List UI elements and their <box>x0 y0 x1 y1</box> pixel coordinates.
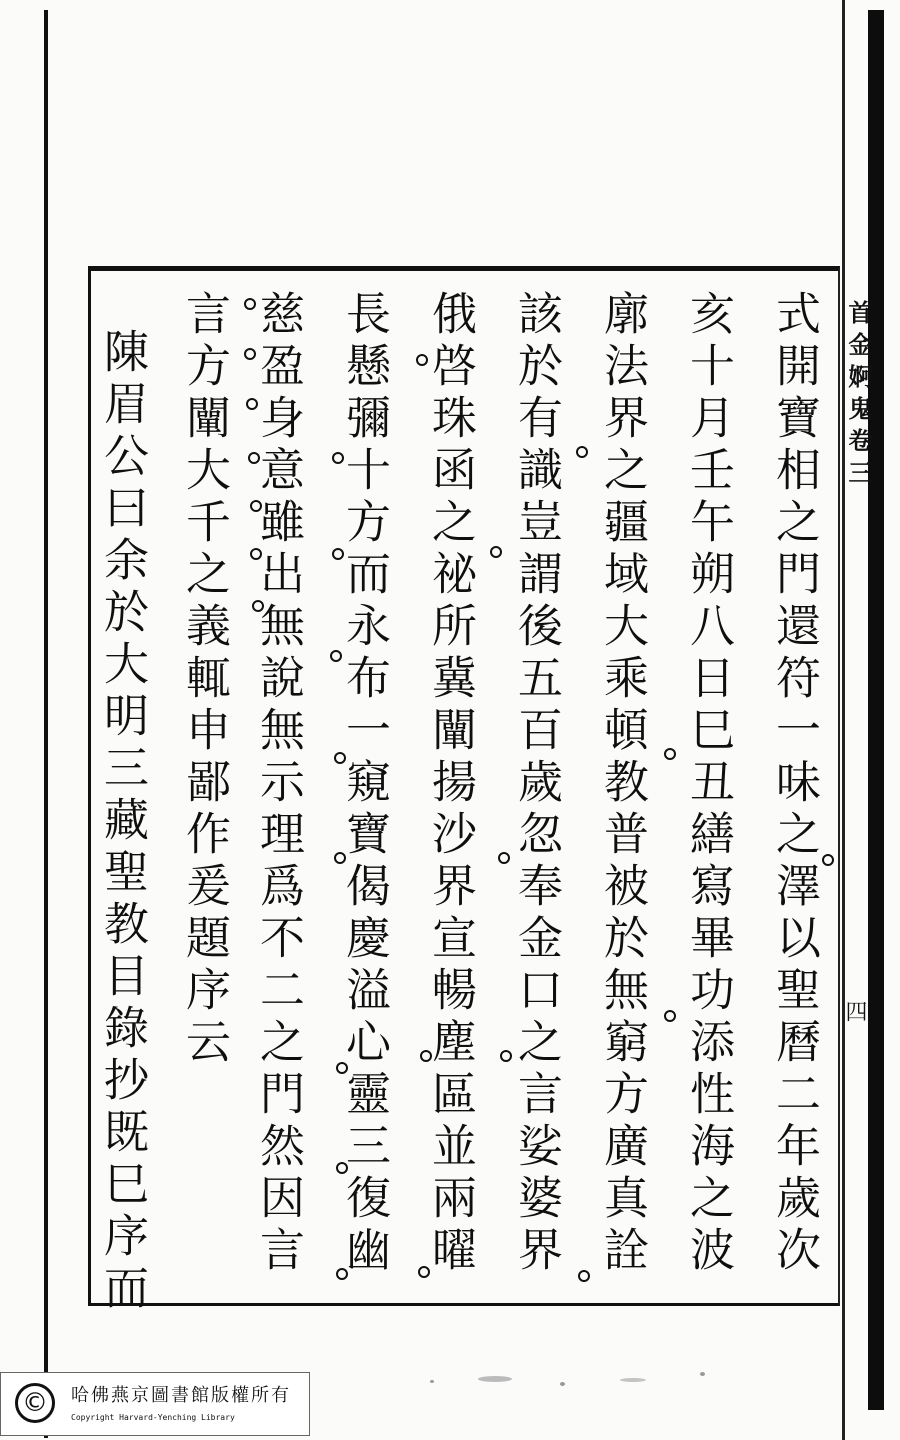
punctuation-mark <box>420 1050 432 1062</box>
ink-speck <box>478 1376 512 1382</box>
spine-book-title: 首金婀鬼 <box>844 300 873 428</box>
fold-line <box>842 0 845 1440</box>
punctuation-mark <box>490 546 502 558</box>
punctuation-mark <box>250 548 262 560</box>
text-column-8: 言方闡大千之義輒申鄙作爰題序云 <box>178 290 231 1070</box>
text-column-1: 式開寶相之門還符一味之澤以聖曆二年歲次 <box>768 290 821 1278</box>
punctuation-mark <box>250 500 262 512</box>
text-column-9: 陳眉公曰余於大明三藏聖教目錄抄既巳序而 <box>96 328 149 1316</box>
text-column-7: 慈盈身意雖出無說無示理爲不二之門然因言 <box>252 290 305 1278</box>
punctuation-mark <box>244 298 256 310</box>
ink-speck <box>620 1378 646 1382</box>
punctuation-mark <box>246 398 258 410</box>
ink-speck <box>700 1372 705 1376</box>
text-column-4: 該於有識豈謂後五百歲忽奉金口之言娑婆界 <box>510 290 563 1278</box>
punctuation-mark <box>336 1162 348 1174</box>
punctuation-mark <box>252 600 264 612</box>
text-column-2: 亥十月壬午朔八日巳丑繕寫畢功添性海之波 <box>682 290 735 1278</box>
punctuation-mark <box>664 1010 676 1022</box>
copyright-english-text: Copyright Harvard-Yenching Library <box>71 1413 235 1422</box>
spine-title <box>844 300 873 492</box>
text-column-6: 長懸彌十方而永布一窺寶偈慶溢心靈三復幽 <box>338 290 391 1278</box>
spine-page-number: 四 <box>842 1000 867 1022</box>
punctuation-mark <box>248 452 260 464</box>
left-margin-rule <box>44 10 48 1438</box>
punctuation-mark <box>416 354 428 366</box>
punctuation-mark <box>336 1062 348 1074</box>
punctuation-mark <box>336 1268 348 1280</box>
ink-speck <box>430 1380 434 1383</box>
copyright-icon: © <box>15 1383 55 1423</box>
punctuation-mark <box>664 748 676 760</box>
punctuation-mark <box>244 348 256 360</box>
ink-speck <box>560 1382 565 1386</box>
punctuation-mark <box>822 854 834 866</box>
copyright-chinese-text: 哈佛燕京圖書館版權所有 <box>71 1385 291 1406</box>
fold-shadow <box>868 10 884 1410</box>
text-column-3: 廓法界之疆域大乘頓教普被於無窮方廣真詮 <box>596 290 649 1278</box>
punctuation-mark <box>498 852 510 864</box>
punctuation-mark <box>500 1050 512 1062</box>
copyright-stamp <box>0 1372 310 1436</box>
punctuation-mark <box>576 446 588 458</box>
punctuation-mark <box>578 1270 590 1282</box>
punctuation-mark <box>334 752 346 764</box>
punctuation-mark <box>332 548 344 560</box>
text-column-5: 俄啓珠函之祕所冀闡揚沙界宣暢塵區並兩曜 <box>424 290 477 1278</box>
punctuation-mark <box>334 852 346 864</box>
spine-volume: 卷三 <box>844 428 873 492</box>
punctuation-mark <box>418 1266 430 1278</box>
punctuation-mark <box>332 452 344 464</box>
punctuation-mark <box>330 650 342 662</box>
